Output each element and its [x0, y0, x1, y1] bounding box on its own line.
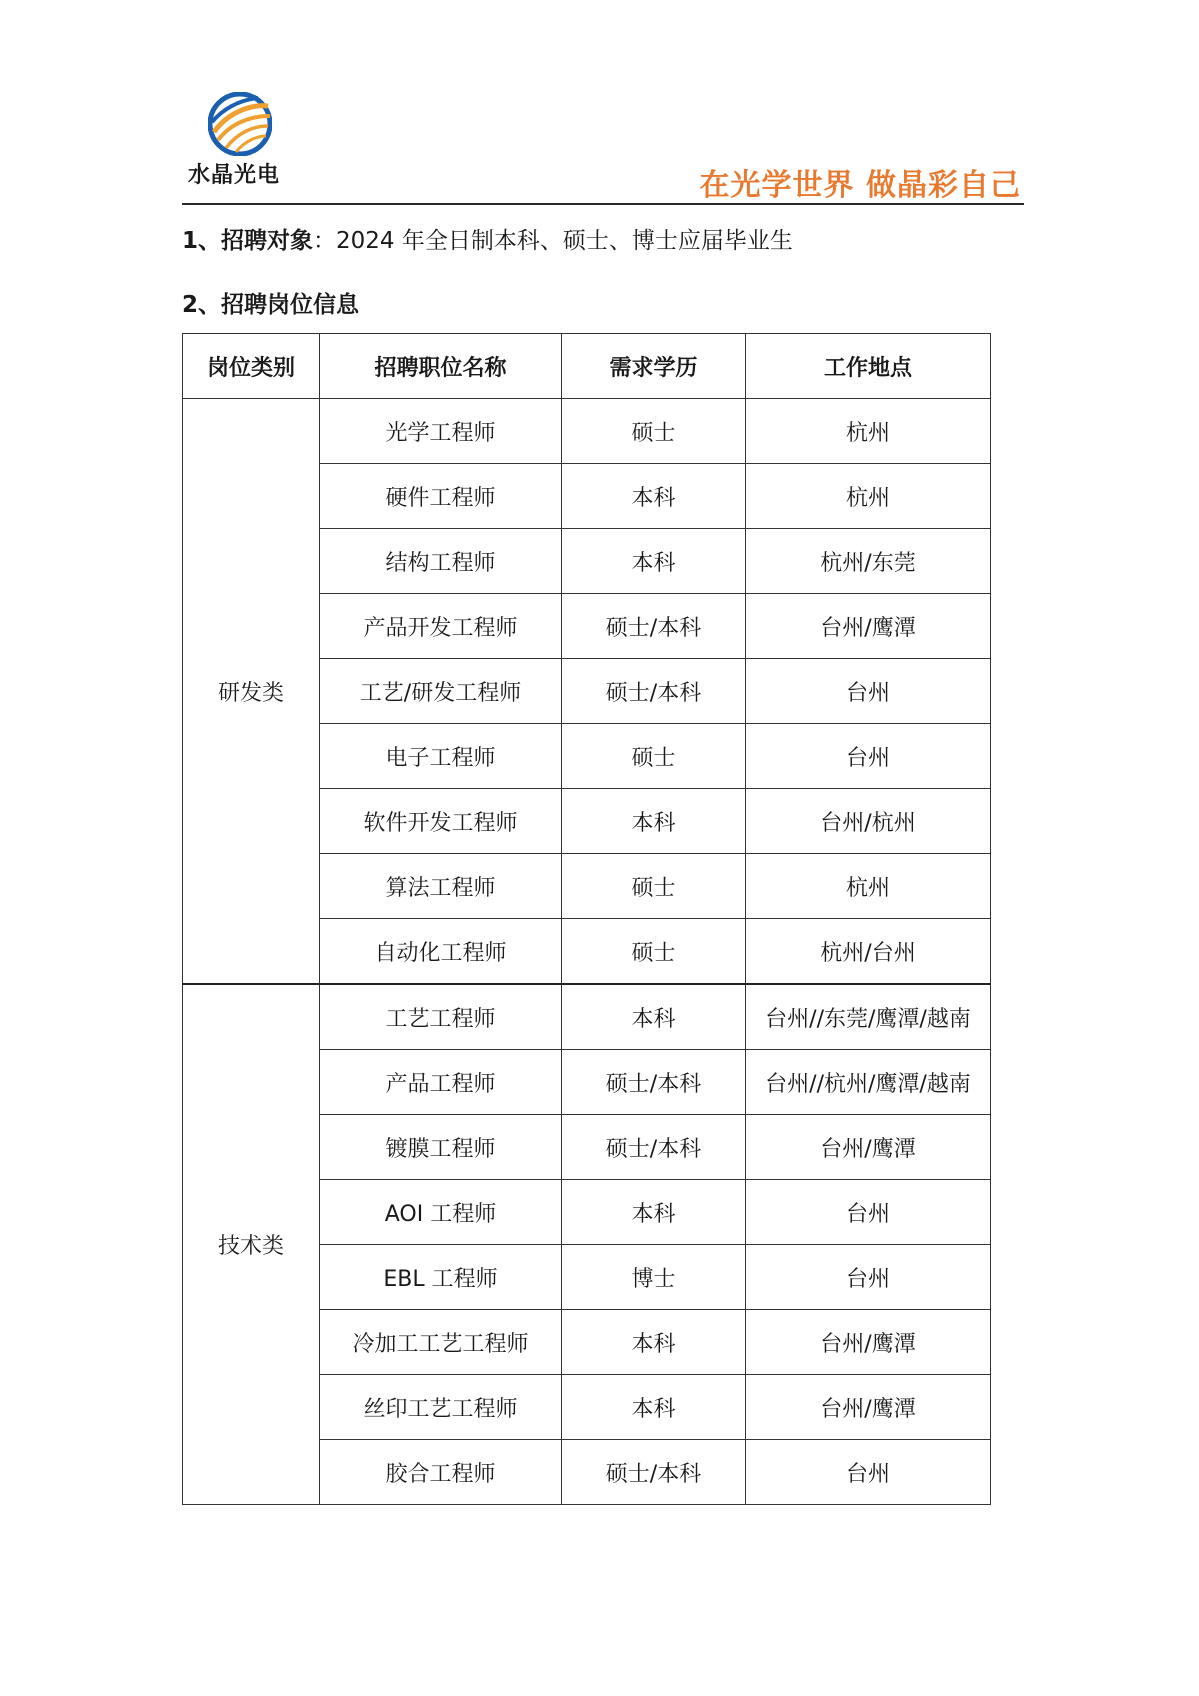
location-cell: 台州 — [746, 1440, 991, 1505]
header-divider — [182, 203, 1024, 205]
table-body — [183, 399, 991, 1505]
position-cell: 镀膜工程师 — [320, 1115, 562, 1180]
location-cell: 台州 — [746, 1245, 991, 1310]
education-cell: 硕士 — [562, 854, 746, 919]
position-cell: 结构工程师 — [320, 529, 562, 594]
position-cell: 电子工程师 — [320, 724, 562, 789]
location-cell: 台州 — [746, 724, 991, 789]
location-cell: 台州/鹰潭 — [746, 594, 991, 659]
position-cell: 自动化工程师 — [320, 919, 562, 985]
location-cell: 台州 — [746, 659, 991, 724]
logo-text: 水晶光电 — [188, 163, 281, 188]
header-education: 需求学历 — [562, 334, 746, 399]
location-cell: 台州/杭州 — [746, 789, 991, 854]
location-cell: 杭州/东莞 — [746, 529, 991, 594]
table-row — [183, 399, 991, 464]
slogan: 在光学世界 做晶彩自己 — [699, 168, 1021, 203]
location-cell: 杭州 — [746, 399, 991, 464]
logo-globe-icon — [208, 92, 272, 156]
position-cell: 冷加工工艺工程师 — [320, 1310, 562, 1375]
positions-section-title: 2、招聘岗位信息 — [182, 292, 360, 318]
education-cell: 本科 — [562, 984, 746, 1050]
position-cell: 算法工程师 — [320, 854, 562, 919]
education-cell: 硕士/本科 — [562, 1050, 746, 1115]
education-cell: 硕士 — [562, 919, 746, 985]
category-cell: 技术类 — [183, 984, 320, 1505]
location-cell: 台州//杭州/鹰潭/越南 — [746, 1050, 991, 1115]
position-cell: 胶合工程师 — [320, 1440, 562, 1505]
position-cell: 工艺工程师 — [320, 984, 562, 1050]
header-position: 招聘职位名称 — [320, 334, 562, 399]
location-cell: 杭州 — [746, 464, 991, 529]
table-header-row — [183, 334, 991, 399]
company-logo — [180, 92, 300, 192]
location-cell: 杭州/台州 — [746, 919, 991, 985]
position-cell: 产品工程师 — [320, 1050, 562, 1115]
location-cell: 台州/鹰潭 — [746, 1310, 991, 1375]
education-cell: 硕士/本科 — [562, 659, 746, 724]
table-row — [183, 984, 991, 1050]
education-cell: 博士 — [562, 1245, 746, 1310]
recruitment-target-text: 2024 年全日制本科、硕士、博士应届毕业生 — [336, 228, 793, 254]
position-cell: 硬件工程师 — [320, 464, 562, 529]
recruitment-target-label: 1、招聘对象 — [182, 228, 314, 254]
education-cell: 硕士 — [562, 724, 746, 789]
position-cell: AOI 工程师 — [320, 1180, 562, 1245]
position-cell: 工艺/研发工程师 — [320, 659, 562, 724]
education-cell: 硕士/本科 — [562, 1115, 746, 1180]
category-cell: 研发类 — [183, 399, 320, 985]
location-cell: 台州/鹰潭 — [746, 1375, 991, 1440]
position-cell: 产品开发工程师 — [320, 594, 562, 659]
header-category: 岗位类别 — [183, 334, 320, 399]
education-cell: 本科 — [562, 1180, 746, 1245]
education-cell: 本科 — [562, 789, 746, 854]
header-location: 工作地点 — [746, 334, 991, 399]
location-cell: 杭州 — [746, 854, 991, 919]
education-cell: 硕士/本科 — [562, 594, 746, 659]
position-cell: EBL 工程师 — [320, 1245, 562, 1310]
position-cell: 软件开发工程师 — [320, 789, 562, 854]
recruitment-target — [182, 222, 793, 255]
education-cell: 本科 — [562, 464, 746, 529]
position-cell: 丝印工艺工程师 — [320, 1375, 562, 1440]
location-cell: 台州//东莞/鹰潭/越南 — [746, 984, 991, 1050]
education-cell: 硕士/本科 — [562, 1440, 746, 1505]
education-cell: 本科 — [562, 529, 746, 594]
position-cell: 光学工程师 — [320, 399, 562, 464]
education-cell: 本科 — [562, 1375, 746, 1440]
location-cell: 台州 — [746, 1180, 991, 1245]
education-cell: 硕士 — [562, 399, 746, 464]
location-cell: 台州/鹰潭 — [746, 1115, 991, 1180]
positions-table — [182, 333, 991, 1505]
education-cell: 本科 — [562, 1310, 746, 1375]
recruitment-target-separator: ： — [313, 228, 337, 254]
